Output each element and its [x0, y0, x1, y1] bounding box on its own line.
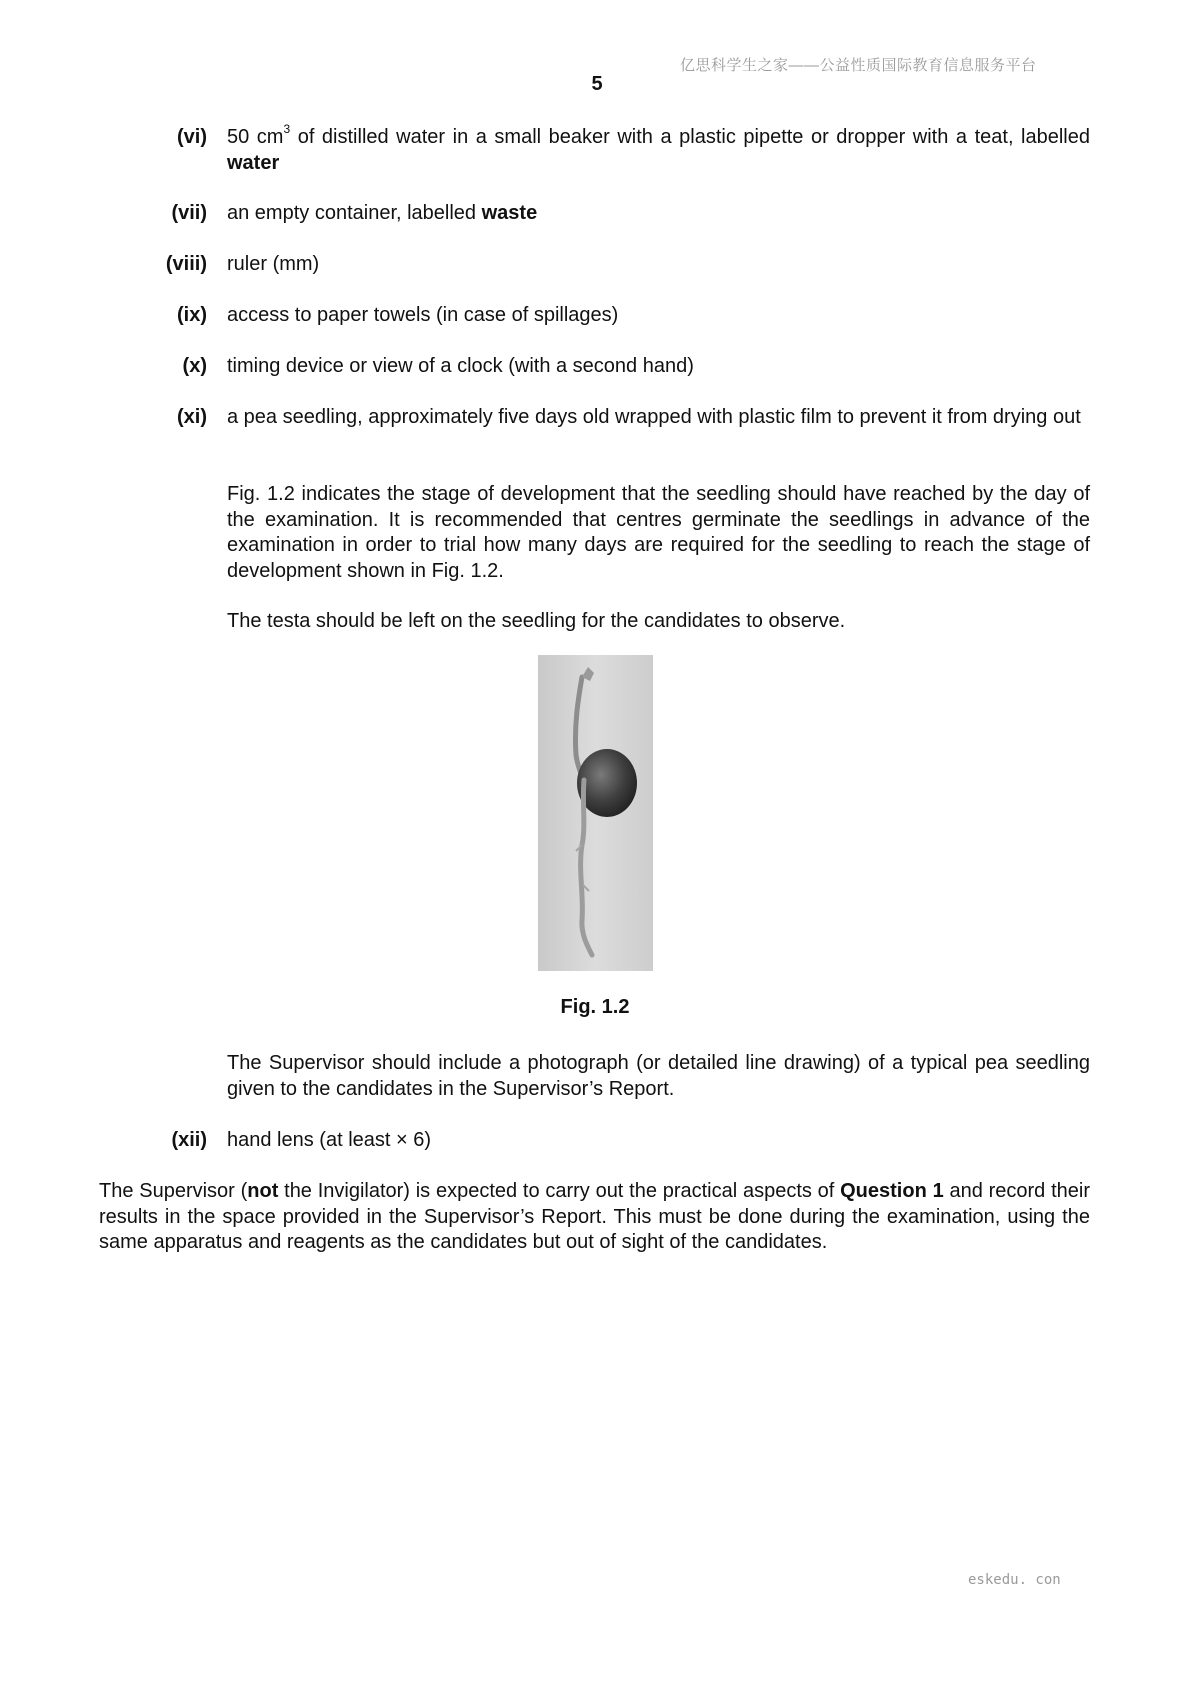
item-text: hand lens (at least × 6): [227, 1129, 432, 1151]
list-item-ix: [150, 303, 1090, 329]
supervisor-instructions-paragraph: The Supervisor (not the Invigilator) is expected to carry out the practical aspects of Question 1 and record their results in the space provided in the Supervisor’s Report. This must be done during the examination, using the same apparatus and reagents as the candidates but out of sight of the candidates.: [99, 1180, 1090, 1253]
item-number: (xi): [177, 406, 207, 428]
xi-paragraph-development: Fig. 1.2 indicates the stage of development that the seedling should have reached by the day of the examination. It is recommended that centres germinate the seedlings in advance of the examination in order to trial how many days are required for the seedling to reach the stage of development shown in Fig. 1.2.: [227, 483, 1090, 582]
item-text: 50 $cm^3$ of distilled water in a small beaker with a plastic pipette or dropper with a teat, labelled water: [227, 122, 1090, 174]
item-number: (xii): [171, 1129, 207, 1151]
list-item-xii: [150, 1128, 1090, 1154]
item-text: access to paper towels (in case of spillages): [227, 304, 619, 326]
xi-paragraph-supervisor: The Supervisor should include a photograph (or detailed line drawing) of a typical pea seedling given to the candidates in the Supervisor’s Report.: [227, 1052, 1090, 1100]
item-text: timing device or view of a clock (with a second hand): [227, 355, 694, 377]
item-number: (vi): [177, 126, 207, 148]
list-item-xi: [150, 405, 1090, 431]
xi-paragraph-testa: The testa should be left on the seedling for the candidates to observe.: [227, 610, 846, 632]
item-text: a pea seedling, approximately five days old wrapped with plastic film to prevent it from drying out: [227, 406, 1081, 428]
item-text: an empty container, labelled waste: [227, 202, 538, 224]
item-number: (viii): [165, 253, 207, 275]
pea-seedling-photo: [538, 655, 653, 971]
list-item-vi: [150, 122, 1090, 176]
footer-watermark: eskedu. con: [968, 1572, 1061, 1588]
list-item-x: [150, 354, 1090, 380]
item-number: (ix): [177, 304, 207, 326]
item-number: (x): [182, 355, 207, 377]
figure-caption: Fig. 1.2: [560, 996, 630, 1018]
item-number: (vii): [171, 202, 207, 224]
page-number: 5: [591, 73, 603, 95]
list-item-viii: [150, 252, 1090, 278]
list-item-vii: [150, 201, 1090, 227]
header-watermark: 亿思科学生之家——公益性质国际教育信息服务平台: [680, 57, 1037, 74]
item-text: ruler (mm): [227, 253, 320, 275]
